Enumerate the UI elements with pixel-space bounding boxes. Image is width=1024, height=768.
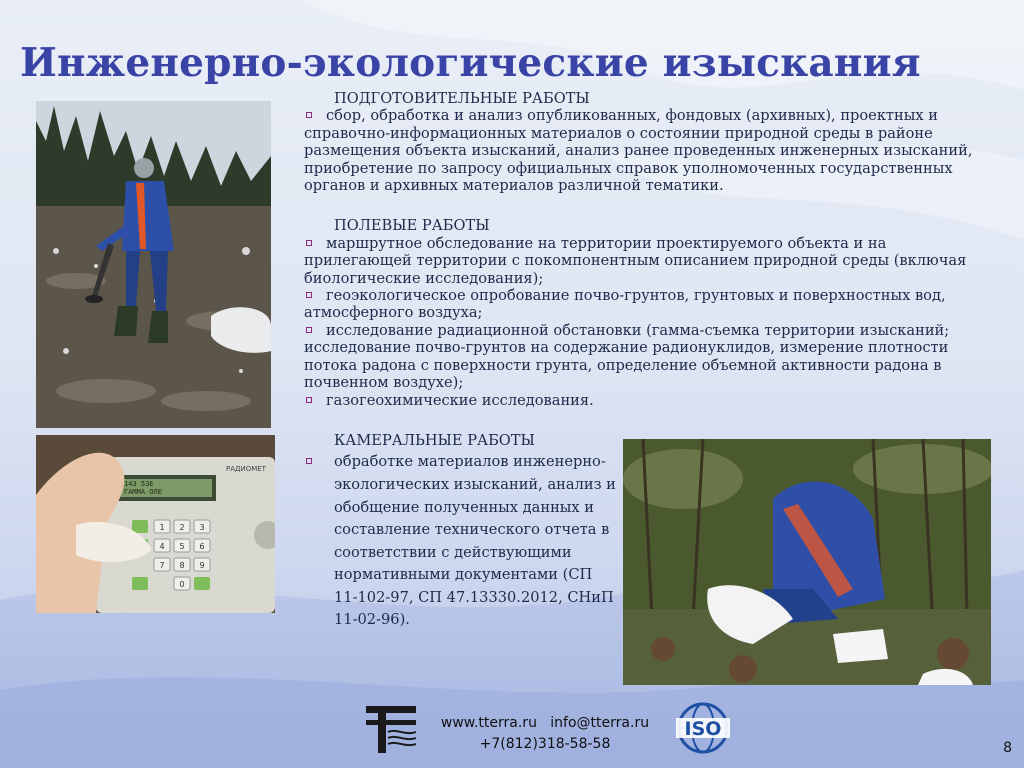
section-heading-prep: ПОДГОТОВИТЕЛЬНЫЕ РАБОТЫ xyxy=(334,90,590,107)
list-item-prep-1 xyxy=(304,107,994,194)
square-bullet-icon xyxy=(306,240,312,246)
square-bullet-icon xyxy=(306,458,312,464)
key-3: 3 xyxy=(199,523,205,532)
website-link[interactable]: www.tterra.ru xyxy=(440,715,537,731)
key-5: 5 xyxy=(179,542,185,551)
page-number: 8 xyxy=(1003,740,1012,756)
list-item-text: исследование радиационной обстановки (гамма-съемка территории изысканий; исследование почво-грунтов на содержание радионуклидов, измерение плотности потока радона с поверхности грунта, определение объемной активности радона в почвенном воздухе); xyxy=(304,321,950,392)
key-2: 2 xyxy=(179,523,185,532)
key-6: 6 xyxy=(199,542,205,551)
section-heading-field: ПОЛЕВЫЕ РАБОТЫ xyxy=(334,217,490,235)
page-title: Инженерно-экологические изыскания xyxy=(20,40,921,86)
list-item-text: газогеохимические исследования. xyxy=(326,391,594,409)
photo-radiometer xyxy=(36,435,275,613)
iso-logo-icon xyxy=(672,702,734,754)
list-item-field-3 xyxy=(304,322,994,392)
device-screen-line1: 143 53E xyxy=(124,480,154,488)
photo-field-survey-dump xyxy=(36,101,271,428)
device-brand: РАДИОМЕТ xyxy=(226,465,266,473)
iso-label: ISO xyxy=(684,718,722,740)
square-bullet-icon xyxy=(306,397,312,403)
content-body xyxy=(304,90,994,632)
list-item-office-1 xyxy=(334,451,619,632)
key-0: 0 xyxy=(179,580,185,589)
device-screen-line2: ГАММА ОЛЕ xyxy=(124,488,162,496)
list-item-field-2 xyxy=(304,287,994,322)
key-9: 9 xyxy=(199,561,205,570)
square-bullet-icon xyxy=(306,327,312,333)
key-4: 4 xyxy=(159,542,165,551)
company-logo-icon xyxy=(360,702,422,756)
email-link[interactable]: info@tterra.ru xyxy=(550,715,650,731)
key-8: 8 xyxy=(179,561,185,570)
key-7: 7 xyxy=(159,561,165,570)
square-bullet-icon xyxy=(306,112,312,118)
phone-number: +7(812)318-58-58 xyxy=(479,736,611,752)
list-item-text: обработке материалов инженерно-экологических изысканий, анализ и обобщение полученных данных и составление технического отчета в соответствии с действующими нормативными документами (СП 11-102-97, СП 47.13330.2012, СНиП 11-02-96). xyxy=(334,453,616,629)
list-item-text: сбор, обработка и анализ опубликованных, фондовых (архивных), проектных и справочно-информационных материалов о состоянии природной среды в районе размещения объекта изысканий, анализ ранее проведенных инженерных изысканий, приобретение по запросу официальных справок уполномоченных государственных органов и архивных материалов различной тематики. xyxy=(304,107,973,195)
key-1: 1 xyxy=(159,523,165,532)
list-item-text: геоэкологическое опробование почво-грунтов, грунтовых и поверхностных вод, атмосферного воздуха; xyxy=(304,287,946,322)
footer-contacts xyxy=(420,713,670,755)
square-bullet-icon xyxy=(306,292,312,298)
list-item-field-1 xyxy=(304,235,994,287)
list-item-text: маршрутное обследование на территории проектируемого объекта и на прилегающей территории с покомпонентным описанием природной среды (включая биологические исследования); xyxy=(304,234,967,287)
section-heading-office: КАМЕРАЛЬНЫЕ РАБОТЫ xyxy=(334,431,535,449)
list-item-field-4 xyxy=(304,392,994,409)
